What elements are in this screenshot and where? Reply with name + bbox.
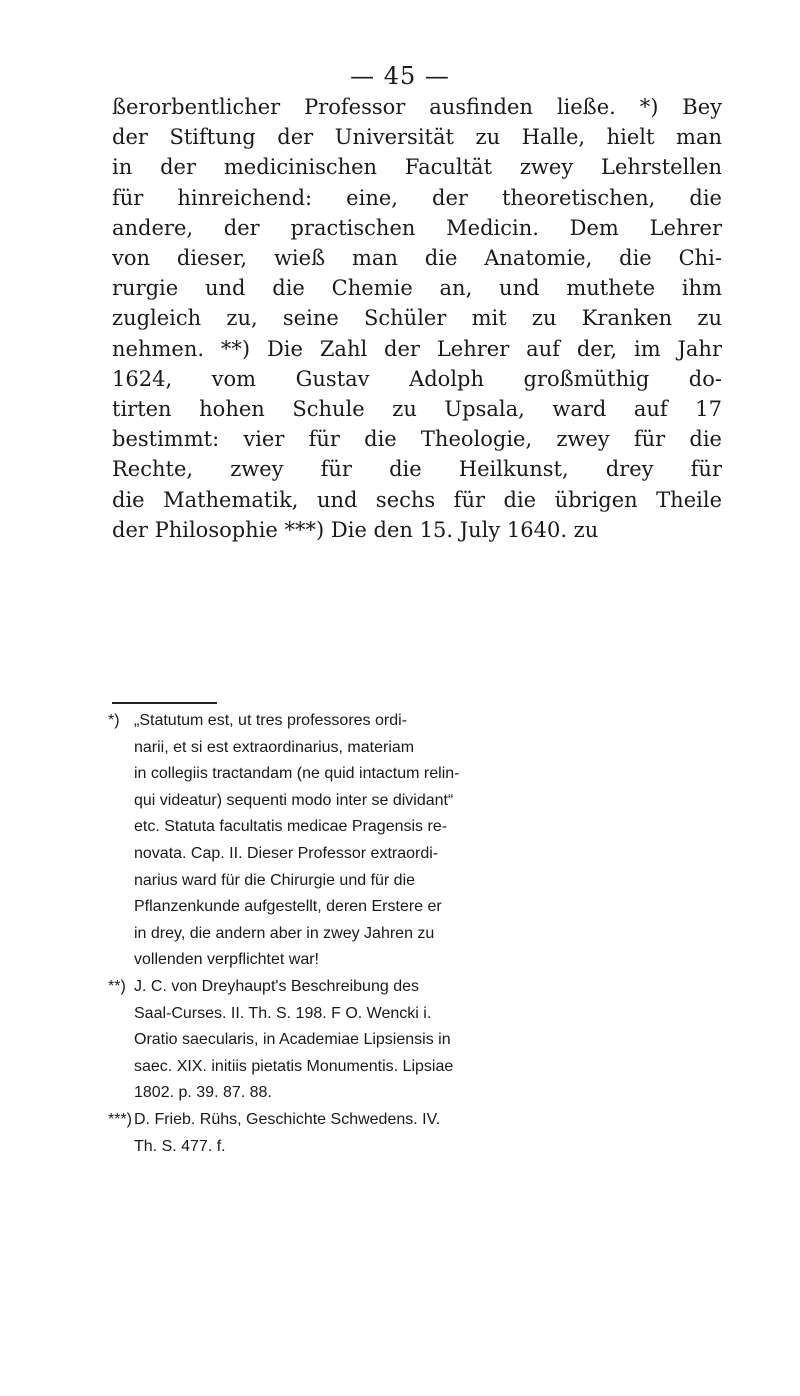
footnote-line: qui videatur) sequenti modo inter se dividant“ <box>134 791 454 809</box>
footnote-line: *) „Statutum est, ut tres professores ordi- <box>108 708 720 735</box>
text-line: zugleich zu, seine Schüler mit zu Kranken zu <box>112 306 722 331</box>
footnote-line: narius ward für die Chirurgie und für die <box>134 871 416 889</box>
footnote-line: in drey, die andern aber in zwey Jahren zu <box>134 924 435 942</box>
footnote-line: saec. XIX. initiis pietatis Monumentis. Lipsiae <box>134 1057 454 1075</box>
text-line: rurgie und die Chemie an, und muthete ihm <box>112 276 722 301</box>
footnote-line: in collegiis tractandam (ne quid intactum relin- <box>134 765 460 783</box>
footnotes <box>108 708 720 1160</box>
footnote-divider <box>112 702 217 704</box>
footnote-line: etc. Statuta facultatis medicae Pragensis re- <box>134 818 448 836</box>
footnote-mark: ***) <box>108 1110 133 1128</box>
footnote-line: vollenden verpflichtet war! <box>134 951 319 969</box>
footnote-line: narii, et si est extraordinarius, materiam <box>134 738 415 756</box>
text-line: andere, der practischen Medicin. Dem Lehrer <box>112 215 722 240</box>
text-line: von dieser, wieß man die Anatomie, die Chi- <box>112 246 722 271</box>
text-line: in der medicinischen Facultät zwey Lehrstellen <box>112 155 722 180</box>
text-line: die Mathematik, und sechs für die übrigen Theile <box>112 487 722 512</box>
footnote-mark: *) <box>108 712 120 729</box>
footnote-line: Oratio saecularis, in Academiae Lipsiensis in <box>134 1031 451 1049</box>
text-line: der Philosophie ***) Die den 15. July 1640. zu <box>112 517 599 542</box>
text-line: nehmen. **) Die Zahl der Lehrer auf der, im Jahr <box>112 336 722 361</box>
footnote-line: Pflanzenkunde aufgestellt, deren Erstere er <box>134 898 442 916</box>
text-line: tirten hohen Schule zu Upsala, ward auf 17 <box>112 397 722 422</box>
footnote-line: novata. Cap. II. Dieser Professor extraordi- <box>134 844 439 862</box>
text-line: ßerorbentlicher Professor ausfinden ließe. *) Bey <box>112 95 722 119</box>
page-number: — 45 — <box>350 62 450 90</box>
footnote-line: ***) D. Frieb. Rühs, Geschichte Schwedens. IV. <box>108 1107 720 1134</box>
footnote-mark: **) <box>108 977 126 995</box>
text-line: bestimmt: vier für die Theologie, zwey für die <box>112 427 722 452</box>
footnote-line: **) J. C. von Dreyhaupt's Beschreibung des <box>108 974 720 1001</box>
text-line: der Stiftung der Universität zu Halle, hielt man <box>112 125 722 150</box>
main-text <box>112 92 722 545</box>
footnote-line: Th. S. 477. f. <box>134 1137 226 1155</box>
text-line: Rechte, zwey für die Heilkunst, drey für <box>112 457 722 482</box>
footnote-line: Saal-Curses. II. Th. S. 198. F O. Wencki i. <box>134 1004 432 1022</box>
footnote-line: 1802. p. 39. 87. 88. <box>134 1084 272 1102</box>
text-line: für hinreichend: eine, der theoretischen, die <box>112 185 722 210</box>
text-line: 1624, vom Gustav Adolph großmüthig do- <box>112 366 722 391</box>
